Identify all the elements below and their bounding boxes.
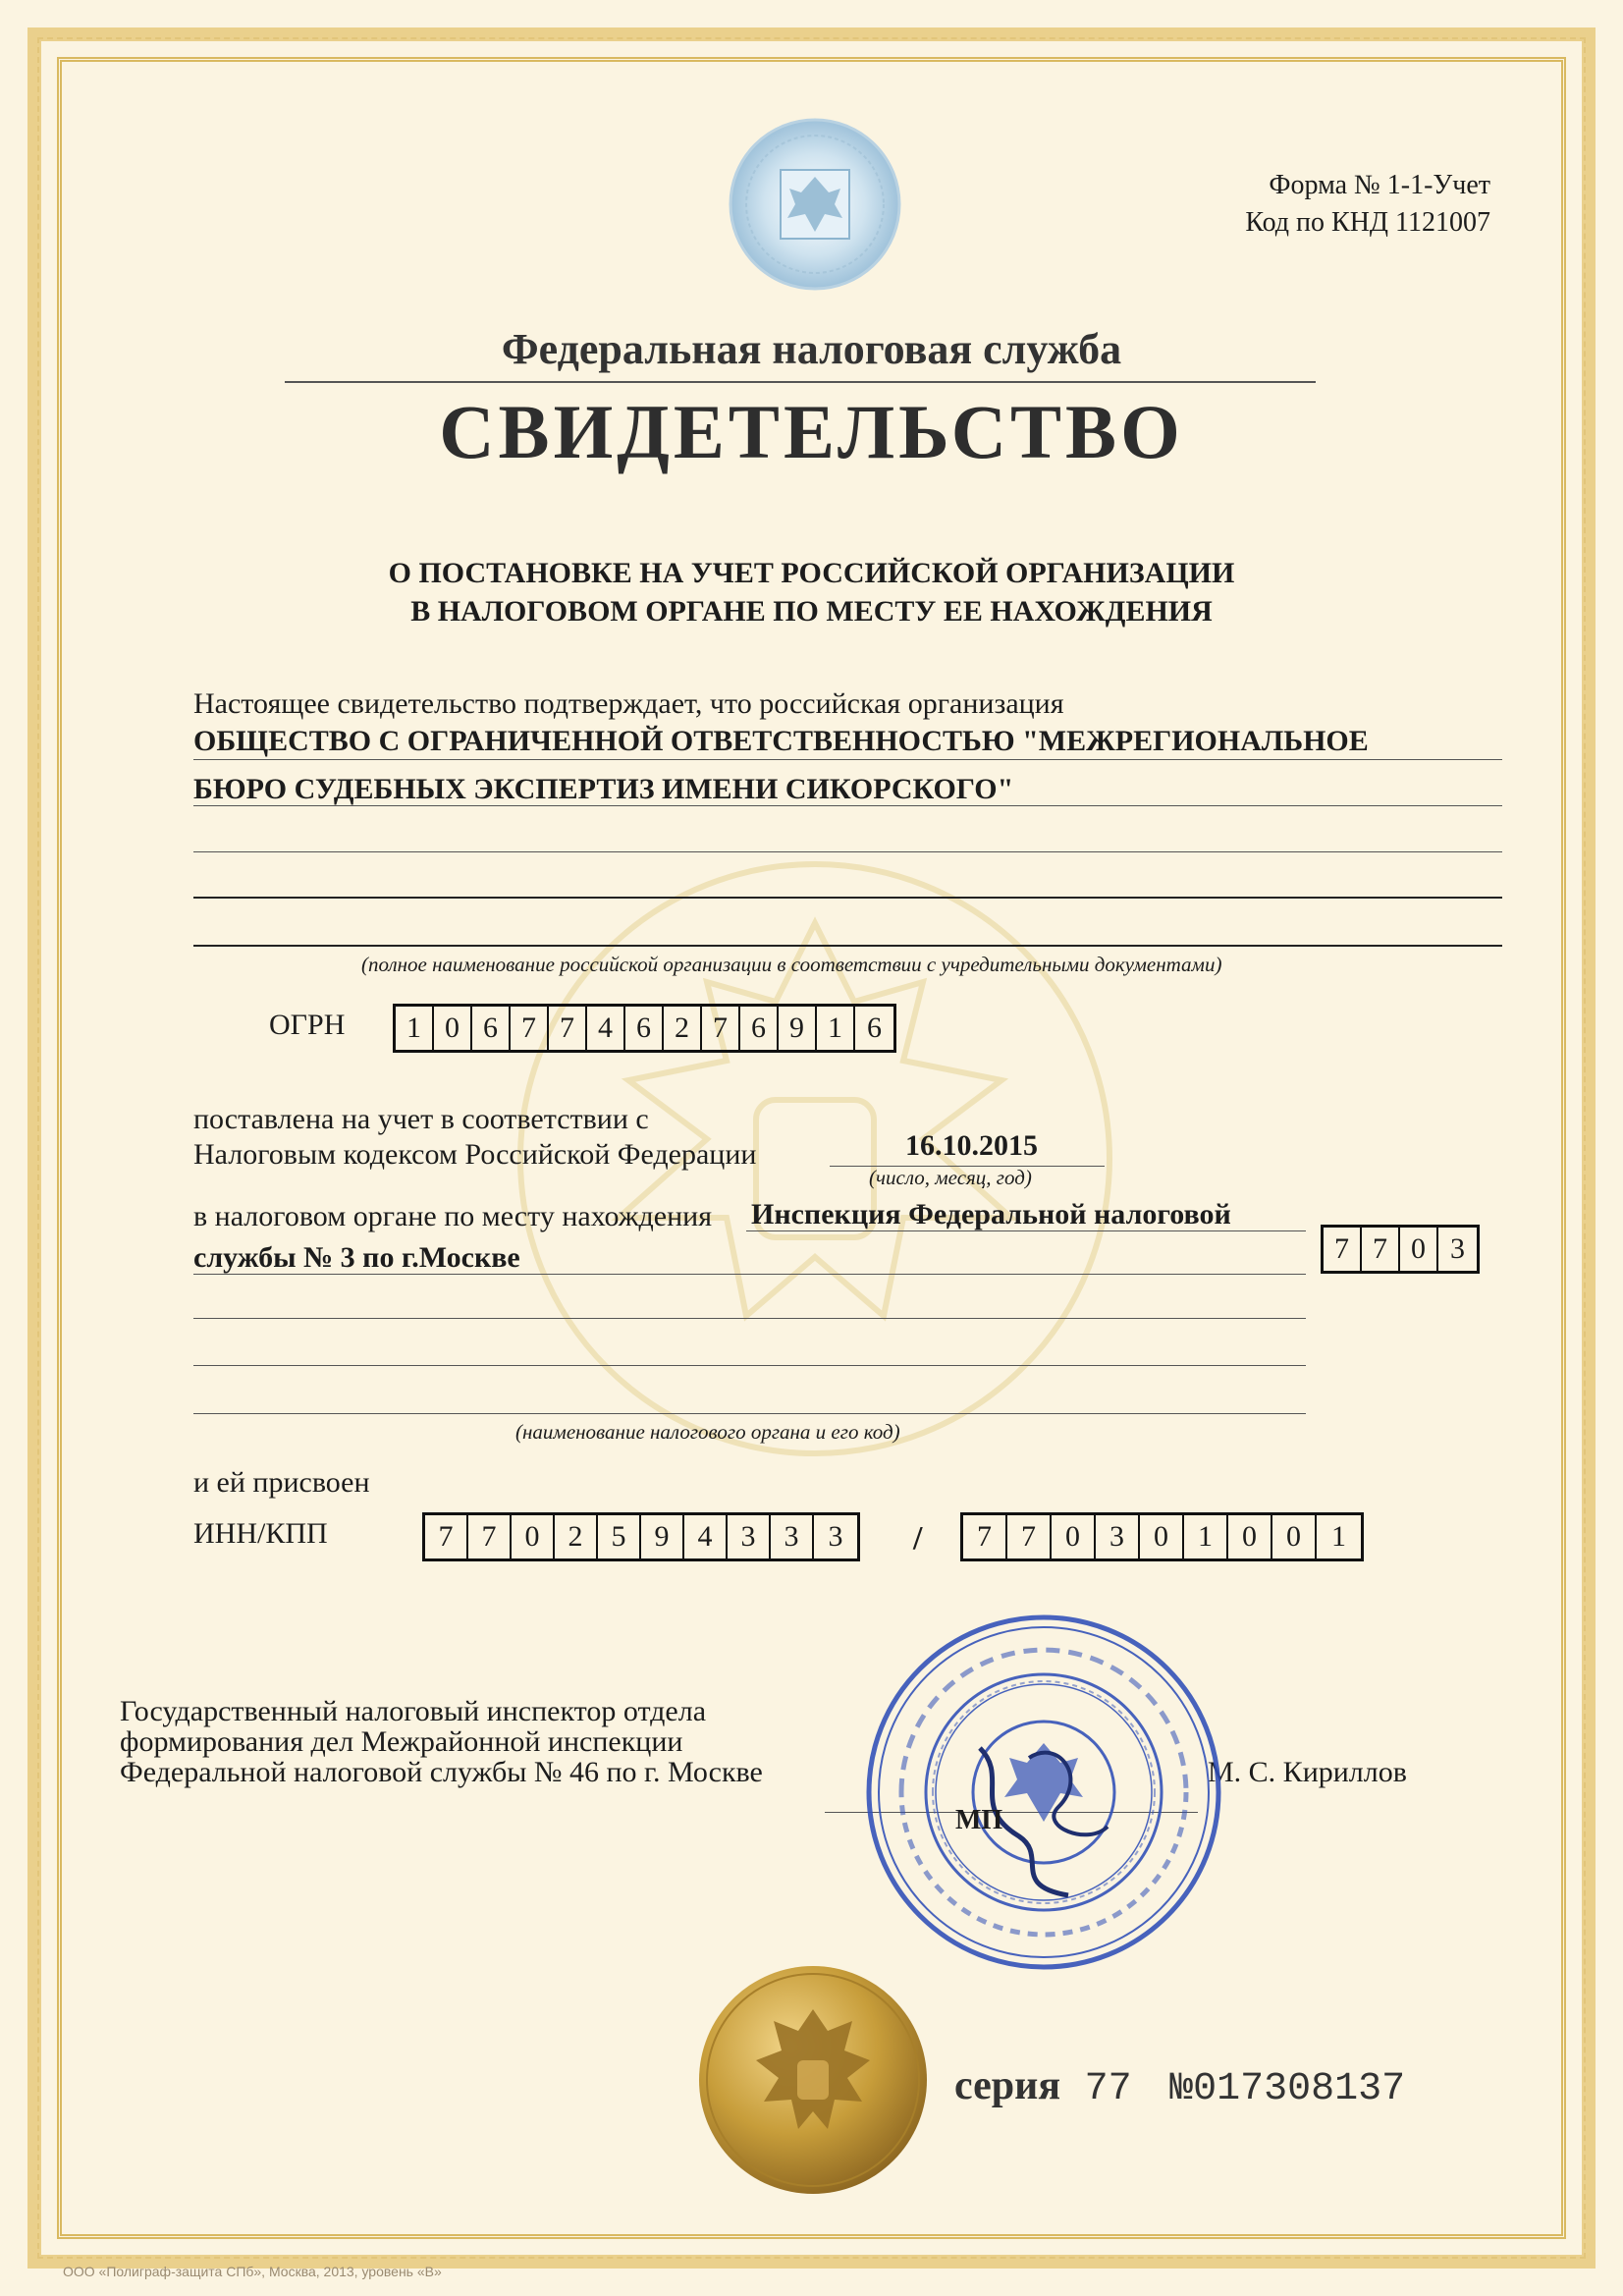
tax-authority-label: в налоговом органе по месту нахождения (193, 1200, 713, 1232)
tax-authority-rule-5 (193, 1413, 1306, 1414)
ogrn-digit: 1 (396, 1007, 434, 1050)
registration-date: 16.10.2015 (905, 1129, 1038, 1162)
series-number (954, 2062, 1405, 2111)
tax-authority-name-part-2: службы № 3 по г.Москве (193, 1241, 520, 1274)
tax-authority-rule-3 (193, 1318, 1306, 1319)
signatory-title-line-1: Государственный налоговый инспектор отдела (120, 1695, 707, 1727)
assigned-label: и ей присвоен (193, 1466, 370, 1499)
ogrn-digit: 2 (664, 1007, 702, 1050)
tax-authority-rule-4 (193, 1365, 1306, 1366)
subtitle-line-2: В НАЛОГОВОМ ОРГАНЕ ПО МЕСТУ ЕЕ НАХОЖДЕНИЯ (410, 595, 1213, 628)
kpp-cells (960, 1512, 1364, 1561)
organization-name-line-2: БЮРО СУДЕБНЫХ ЭКСПЕРТИЗ ИМЕНИ СИКОРСКОГО" (193, 773, 1014, 805)
tax-authority-rule-1 (746, 1230, 1306, 1231)
ogrn-cells (393, 1004, 896, 1053)
subtitle-line-1: О ПОСТАНОВКЕ НА УЧЕТ РОССИЙСКОЙ ОРГАНИЗАЦИИ (388, 557, 1235, 589)
kpp-digit: 0 (1272, 1515, 1317, 1558)
document-title: СВИДЕТЕЛЬСТВО (439, 389, 1184, 474)
inn-digit: 5 (598, 1515, 641, 1558)
tax-code-digit: 0 (1400, 1228, 1438, 1271)
inn-digit: 7 (425, 1515, 468, 1558)
ogrn-digit: 6 (740, 1007, 779, 1050)
date-caption: (число, месяц, год) (869, 1166, 1032, 1189)
inn-digit: 0 (512, 1515, 555, 1558)
kpp-digit: 7 (1007, 1515, 1052, 1558)
inn-digit: 3 (771, 1515, 814, 1558)
ogrn-digit: 6 (625, 1007, 664, 1050)
organization-name-line-1: ОБЩЕСТВО С ОГРАНИЧЕННОЙ ОТВЕТСТВЕННОСТЬЮ "МЕЖРЕГИОНАЛЬНОЕ (193, 725, 1369, 757)
tax-code-digit: 7 (1324, 1228, 1362, 1271)
inn-digit: 3 (728, 1515, 771, 1558)
inn-kpp-separator: / (913, 1520, 923, 1557)
ogrn-digit: 7 (549, 1007, 587, 1050)
form-info (1245, 167, 1490, 242)
org-name-rule-3 (193, 851, 1502, 852)
tax-code-digit: 3 (1450, 1232, 1465, 1265)
tax-authority-name-part-1: Инспекция Федеральной налоговой (751, 1198, 1231, 1230)
ogrn-digit: 7 (511, 1007, 549, 1050)
ogrn-digit: 7 (702, 1007, 740, 1050)
ogrn-digit: 0 (434, 1007, 472, 1050)
intro-text: Настоящее свидетельство подтверждает, что российская организация (193, 687, 1064, 720)
series-value: 77 (1084, 2067, 1132, 2111)
registration-line-1: поставлена на учет в соответствии с (193, 1103, 649, 1135)
service-underline (285, 381, 1316, 383)
signatory-title-line-3: Федеральной налоговой службы № 46 по г. Москве (120, 1756, 763, 1788)
ogrn-digit: 9 (779, 1007, 817, 1050)
form-number: Форма № 1-1-Учет (1269, 170, 1490, 200)
org-name-rule-5 (193, 945, 1502, 947)
registration-line-2: Налоговым кодексом Российской Федерации (193, 1138, 757, 1171)
signatory-title-line-2: формирования дел Межрайонной инспекции (120, 1725, 683, 1758)
kpp-digit: 0 (1228, 1515, 1272, 1558)
hologram-emblem-icon (727, 116, 903, 293)
inn-kpp-label: ИНН/КПП (193, 1517, 328, 1550)
inn-cells (422, 1512, 860, 1561)
printer-imprint: ООО «Полиграф-защита СПб», Москва, 2013, уровень «В» (63, 2264, 442, 2279)
ogrn-digit: 1 (817, 1007, 855, 1050)
kpp-digit: 0 (1140, 1515, 1184, 1558)
kpp-digit: 7 (963, 1515, 1007, 1558)
knd-code: Код по КНД 1121007 (1245, 207, 1490, 238)
tax-authority-code-cells (1321, 1225, 1480, 1274)
ogrn-label: ОГРН (269, 1009, 346, 1041)
ogrn-digit: 6 (867, 1011, 882, 1044)
org-name-rule-1 (193, 759, 1502, 760)
service-name: Федеральная налоговая служба (501, 325, 1122, 373)
ogrn-digit: 4 (587, 1007, 625, 1050)
kpp-digit: 1 (1331, 1520, 1346, 1553)
inn-digit: 3 (828, 1520, 843, 1553)
series-label: серия (954, 2063, 1061, 2108)
gold-emblem-seal-icon (695, 1962, 931, 2198)
tax-code-digit: 7 (1362, 1228, 1400, 1271)
kpp-digit: 0 (1052, 1515, 1096, 1558)
inn-digit: 2 (555, 1515, 598, 1558)
stamp-place-label: МП (955, 1805, 1003, 1835)
tax-authority-caption: (наименование налогового органа и его код) (515, 1420, 900, 1444)
org-name-rule-2 (193, 805, 1502, 806)
kpp-digit: 1 (1184, 1515, 1228, 1558)
organization-name-caption: (полное наименование российской организации в соответствии с учредительными документами) (361, 953, 1222, 976)
inn-digit: 7 (468, 1515, 512, 1558)
round-stamp-icon (862, 1611, 1225, 1974)
kpp-digit: 3 (1096, 1515, 1140, 1558)
org-name-rule-4 (193, 897, 1502, 899)
signatory-name: М. С. Кириллов (1208, 1756, 1407, 1788)
tax-authority-rule-2 (193, 1274, 1306, 1275)
inn-digit: 4 (684, 1515, 728, 1558)
inn-digit: 9 (641, 1515, 684, 1558)
ogrn-digit: 6 (472, 1007, 511, 1050)
certificate-number: №017308137 (1169, 2067, 1406, 2111)
